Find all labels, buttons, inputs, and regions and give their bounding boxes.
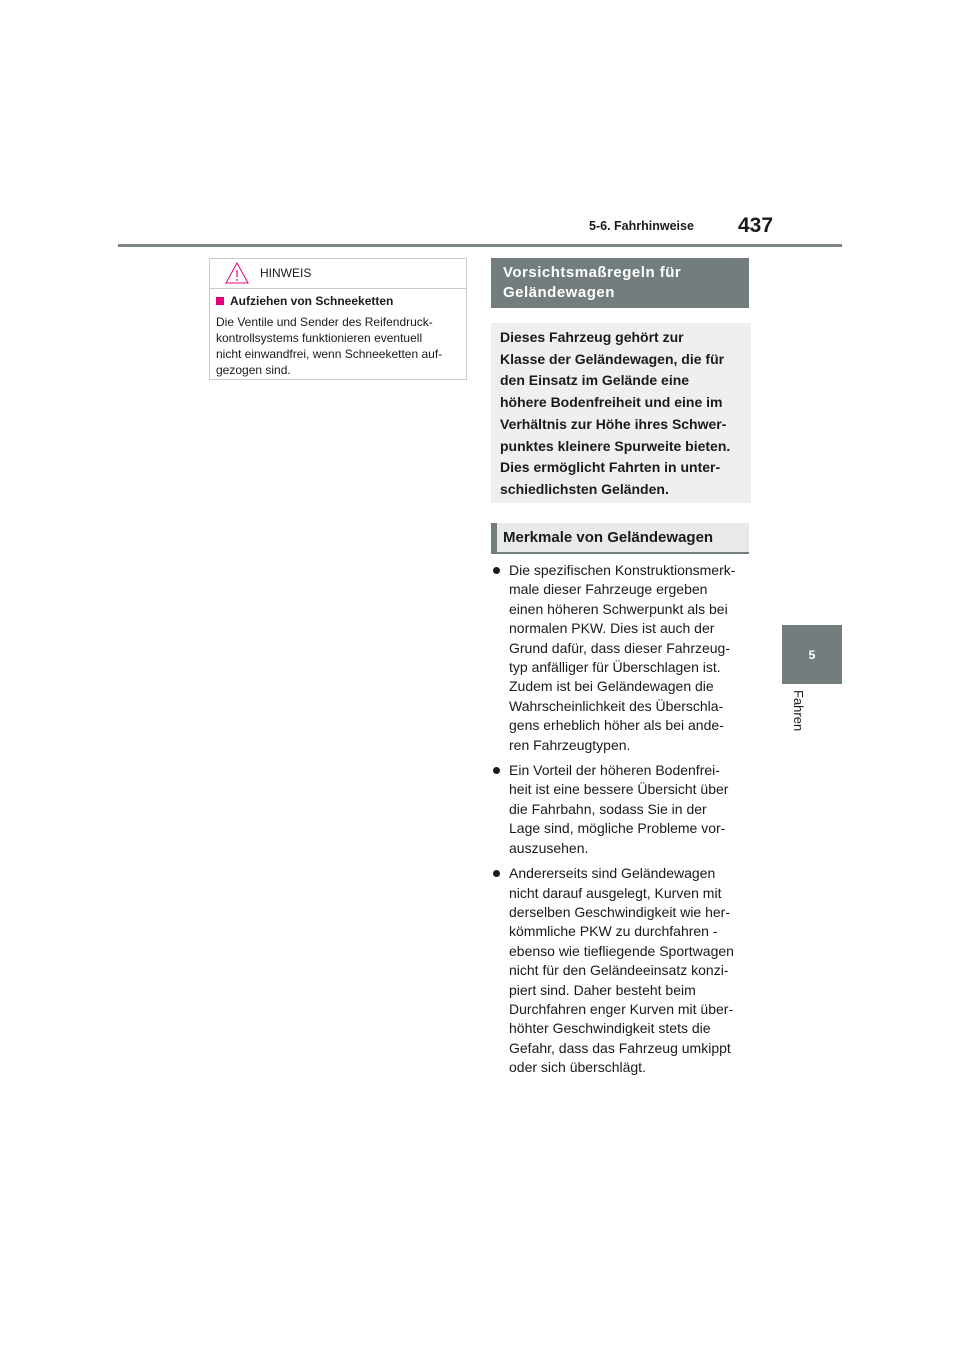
list-line: derselben Geschwindigkeit wie her-	[509, 903, 730, 920]
chapter-label: Fahren	[791, 690, 806, 732]
list-line: die Fahrbahn, sodass Sie in der	[509, 800, 707, 817]
section-heading-precautions	[491, 258, 749, 308]
list-line: Die spezifischen Konstruktionsmerk-	[509, 562, 736, 578]
intro-line: Klasse der Geländewagen, die für	[500, 350, 725, 367]
list-line: oder sich überschlägt.	[509, 1059, 646, 1076]
list-line: Grund dafür, dass dieser Fahrzeug-	[509, 639, 731, 656]
notice-line: nicht einwandfrei, wenn Schneeketten auf-	[216, 347, 443, 361]
intro-box	[491, 323, 751, 503]
page-number: 437	[738, 214, 774, 237]
intro-line: punktes kleinere Spurweite bieten.	[500, 437, 731, 454]
list-line: piert sind. Daher besteht beim	[509, 981, 696, 998]
warning-triangle-icon	[225, 262, 249, 284]
heading-line: Geländewagen	[503, 284, 615, 301]
list-line: einen höheren Schwerpunkt als bei	[509, 600, 728, 617]
list-line: Zudem ist bei Geländewagen die	[509, 678, 714, 695]
intro-line: Verhältnis zur Höhe ihres Schwer-	[500, 415, 727, 432]
list-item	[491, 864, 751, 1077]
heading-line: Vorsichtsmaßregeln für	[503, 264, 682, 281]
intro-line: schiedlichsten Geländen.	[500, 480, 669, 497]
list-line: nicht für den Geländeeinsatz konzi-	[509, 962, 729, 979]
list-line: höhter Geschwindigkeit stets die	[509, 1020, 711, 1037]
list-line: gens erheblich höher als bei ande-	[509, 717, 724, 734]
list-item	[491, 561, 751, 755]
chapter-tab	[782, 625, 842, 684]
square-bullet-icon	[216, 297, 224, 305]
intro-line: höhere Bodenfreiheit und eine im	[500, 394, 723, 411]
header-rule	[118, 244, 842, 247]
list-item	[491, 761, 751, 858]
list-line: typ anfälliger für Überschlagen ist.	[509, 659, 721, 676]
notice-subheading-row	[216, 293, 460, 309]
section-heading-features: Merkmale von Geländewagen	[491, 523, 749, 554]
notice-header	[210, 259, 466, 289]
list-line: male dieser Fahrzeuge ergeben	[509, 581, 708, 598]
list-line: Gefahr, dass das Fahrzeug umkippt	[509, 1039, 731, 1056]
chapter-number: 5	[808, 647, 816, 662]
notice-line: Die Ventile und Sender des Reifendruck-	[216, 315, 433, 329]
list-line: heit ist eine bessere Übersicht über	[509, 781, 729, 798]
section-title: 5-6. Fahrhinweise	[589, 219, 694, 233]
list-line: ebenso wie tiefliegende Sportwagen	[509, 942, 734, 959]
notice-title: HINWEIS	[260, 266, 312, 280]
list-line: Ein Vorteil der höheren Bodenfrei-	[509, 762, 720, 779]
notice-box	[209, 258, 467, 380]
list-line: kömmliche PKW zu durchfahren -	[509, 923, 718, 940]
notice-body	[210, 289, 466, 378]
list-line: nicht darauf ausgelegt, Kurven mit	[509, 884, 722, 901]
notice-line: kontrollsystems funktionieren eventuell	[216, 331, 423, 345]
intro-line: Dies ermöglicht Fahrten in unter-	[500, 459, 721, 476]
list-line: Wahrscheinlichkeit des Überschla-	[509, 697, 724, 714]
list-line: ren Fahrzeugtypen.	[509, 736, 631, 753]
notice-line: gezogen sind.	[216, 363, 291, 377]
list-line: auszusehen.	[509, 839, 589, 856]
intro-line: Dieses Fahrzeug gehört zur	[500, 329, 684, 345]
list-line: Andererseits sind Geländewagen	[509, 865, 716, 882]
feature-list	[491, 561, 751, 1084]
notice-subheading: Aufziehen von Schneeketten	[230, 294, 394, 308]
list-line: Durchfahren enger Kurven mit über-	[509, 1000, 734, 1017]
list-line: normalen PKW. Dies ist auch der	[509, 620, 715, 637]
list-line: Lage sind, mögliche Probleme vor-	[509, 820, 726, 837]
intro-line: den Einsatz im Gelände eine	[500, 372, 690, 389]
